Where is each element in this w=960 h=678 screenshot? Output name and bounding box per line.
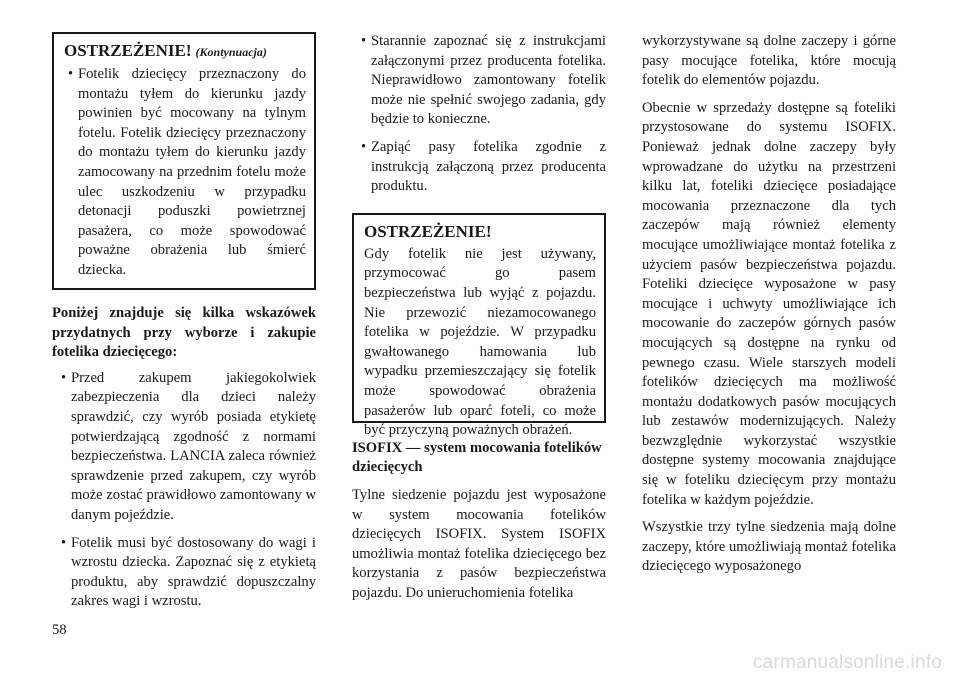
body-paragraph: Obecnie w sprzedaży dostępne są foteliki przystosowane do systemu ISOFIX. Ponieważ jednak dolne zaczepy były wprowadzane do użytku na przestrzeni kilku lat, foteliki dziecięce posiadające mocowania przeznaczone dla tych zaczepów mają również elementy mocujące umożliwiające montaż fotelika z użyciem pasów bezpieczeństwa pojazdu. Foteliki dziecięce wyposażone w pasy mocujące i uchwyty umożliwiające ich mocowanie do zaczepów górnych pasów mocujących są dostępne na rynku od pewnego czasu. Wiele starszych modeli fotelików dziecięcych ma możliwość montażu dodatkowych pasów mocujących lub zestawów modernizujących. Należy bezwzględnie wykorzystać wszystkie dostępne systemy mocowania znajdujące się w foteliku dziecięcym przy montażu fotelika w każdym pojeździe. (642, 99, 896, 508)
page-number: 58 (52, 622, 67, 638)
warning-continuation-label: (Kontynuacja) (195, 45, 267, 59)
watermark-text: carmanualsonline.info (752, 652, 942, 673)
body-paragraph: Wszystkie trzy tylne siedzenia mają dolne zaczepy, które umożliwiają montaż fotelika dziecięcego wyposażonego (642, 519, 896, 575)
tip-item: • Zapiąć pasy fotelika zgodnie z instrukcją załączoną przez producenta produktu. (361, 138, 606, 195)
bullet-icon: • (61, 369, 67, 386)
tips-list (52, 369, 316, 612)
intro-paragraph: Poniżej znajduje się kilka wskazówek przydatnych przy wyborze i zakupie fotelika dziecięcego: (52, 305, 316, 361)
middle-column (352, 32, 606, 604)
tip-item: • Starannie zapoznać się z instrukcjami załączonymi przez producenta fotelika. Nieprawidłowo zamontowany fotelik może nie spełnić swojego zadania, gdy będzie to konieczne. (361, 33, 606, 128)
warning-text: Gdy fotelik nie jest używany, przymocować go pasem bezpieczeństwa lub wyjąć z pojazdu. Nie przewozić niezamocowanego fotelika w pojeździe. W przypadku gwałtowanego hamowania lub wypadku przemieszczający się fotelik może spowodować obrażenia pasażerów lub oparć foteli, co może być przyczyną poważnych obrażeń. (364, 245, 596, 439)
body-paragraph: wykorzystywane są dolne zaczepy i górne pasy mocujące fotelika, które mocują fotelik do elementów pojazdu. (642, 33, 896, 89)
warning-title: OSTRZEŻENIE! (64, 41, 192, 60)
left-column (52, 32, 316, 612)
warning-bullet-list (64, 65, 306, 281)
section-paragraph: Tylne siedzenie pojazdu jest wyposażone w system mocowania fotelików dziecięcych ISOFIX. System ISOFIX umożliwia montaż fotelika dziecięcego bez korzystania z pasów bezpieczeństwa pojazdu. Do unieruchomienia fotelika (352, 486, 606, 601)
warning-box-continued (52, 32, 316, 290)
right-column (642, 32, 896, 577)
warning-title: OSTRZEŻENIE! (364, 221, 492, 241)
warning-heading (64, 40, 306, 63)
warning-box (352, 213, 606, 439)
section-heading: ISOFIX — system mocowania fotelików dziecięcych (352, 439, 602, 476)
bullet-icon: • (68, 66, 74, 82)
tip-item: • Przed zakupem jakiegokolwiek zabezpieczenia dla dzieci należy sprawdzić, czy wyrób posiada etykietę potwierdzającą zgodność z normami bezpieczeństwa. LANCIA zaleca również sprawdzenie przed zakupem, czy wyrób może zostać prawidłowo zamontowany w danym pojeździe. (61, 369, 316, 523)
warning-bullet: • Fotelik dziecięcy przeznaczony do montażu tyłem do kierunku jazdy powinien być mocowany na tylnym fotelu. Fotelik dziecięcy przeznaczony do montażu tyłem do kierunku jazdy zamocowany na przednim fotelu może ulec uszkodzeniu w przypadku detonacji poduszki powietrznej pasażera, co może spowodować poważne obrażenia lub śmierć dziecka. (68, 66, 306, 278)
bullet-icon: • (61, 534, 67, 551)
bullet-icon: • (361, 33, 367, 49)
bullet-icon: • (361, 138, 367, 155)
tip-item: • Fotelik musi być dostosowany do wagi i wzrostu dziecka. Zapoznać się z etykietą produktu, aby sprawdzić dopuszczalny zakres wagi i wzrostu. (61, 534, 316, 610)
tips-list-continued (352, 32, 606, 197)
